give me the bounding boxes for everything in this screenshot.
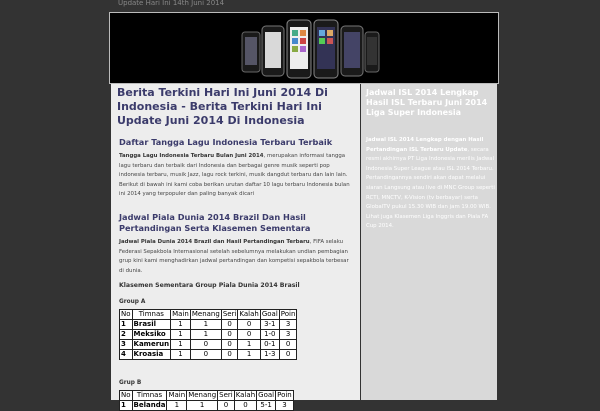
table-header-row <box>120 310 297 320</box>
table-header: Kalah <box>239 310 259 319</box>
table-header: Kalah <box>235 391 256 400</box>
table-cell: 0 <box>234 401 256 411</box>
table-cell: 0 <box>221 320 238 330</box>
table-cell: Kamerun <box>133 340 170 349</box>
section-heading-tangga-lagu[interactable]: Daftar Tangga Lagu Indonesia Terbaru Terbaik <box>119 137 333 147</box>
sidebar <box>361 84 497 400</box>
table-cell: Belanda <box>133 401 166 410</box>
table-cell: Brasil <box>132 320 171 330</box>
table-header: Menang <box>191 310 220 319</box>
sidebar-lead: Jadwal ISL 2014 Lengkap dengan Hasil Pertandingan ISL Terbaru Update <box>366 137 484 153</box>
table-header-row <box>120 391 294 401</box>
table-header: Goal <box>258 391 275 400</box>
table-cell: 3 <box>279 320 297 330</box>
table-cell: 3 <box>120 340 133 350</box>
table-header: Main <box>172 310 189 319</box>
table-cell: 1 <box>167 401 187 411</box>
section-lead: Tangga Lagu Indonesia Terbaru Bulan Juni 2014 <box>119 153 264 159</box>
table-cell: 0-1 <box>260 340 279 350</box>
table-row <box>120 350 297 360</box>
table-cell: 1 <box>238 350 260 360</box>
table-cell: 0 <box>238 330 260 340</box>
table-cell: 0 <box>218 401 235 411</box>
table-header: Timnas <box>132 391 167 401</box>
table-cell: 2 <box>120 330 133 340</box>
table-cell: 3 <box>276 401 294 411</box>
sidebar-text <box>366 136 495 232</box>
table-header: Seri <box>219 391 233 400</box>
table-cell: 1 <box>187 401 218 411</box>
table-cell: 0 <box>221 340 238 350</box>
table-cell: 1 <box>171 340 191 350</box>
table-cell: 1-0 <box>260 330 279 340</box>
table-header: Poin <box>280 310 296 319</box>
table-row <box>120 401 294 411</box>
table-header: Seri <box>222 310 237 319</box>
group-b-label: Grup B <box>119 380 142 387</box>
table-cell: 5-1 <box>257 401 276 411</box>
group-b-table <box>119 390 294 411</box>
table-header: No <box>121 391 131 400</box>
table-cell: 1 <box>238 340 260 350</box>
section-body: , FIFA selaku Federasi Sepakbola Internasional setelah sebelumnya melakukan undian pembagian grup kini kami menghadirkan jadwal pertandingan dan kompetisi sepakbola terbesar di dunia. <box>119 238 349 274</box>
header-banner <box>109 12 499 84</box>
top-update-text: Update Hari Ini 14th Juni 2014 <box>118 0 225 7</box>
group-a-label: Group A <box>119 299 146 306</box>
table-cell: 1-3 <box>260 350 279 360</box>
table-cell: 0 <box>279 350 297 360</box>
table-header: Timnas <box>132 310 171 320</box>
table-row <box>120 330 297 340</box>
table-cell: 0 <box>279 340 297 350</box>
page-title: Berita Terkini Hari Ini Juni 2014 Di Indonesia - Berita Terkini Hari Ini Update Juni 2014 Di Indonesia <box>117 86 328 127</box>
table-cell: 1 <box>190 330 221 340</box>
section-text-tangga-lagu <box>119 152 354 200</box>
table-header: Menang <box>188 391 217 400</box>
table-row <box>120 340 297 350</box>
standings-heading: Klasemen Sementara Group Piala Dunia 2014 Brasil <box>119 282 300 290</box>
table-cell: 3 <box>279 330 297 340</box>
table-row <box>120 320 297 330</box>
table-cell: 1 <box>171 330 191 340</box>
table-header: Goal <box>261 310 278 319</box>
table-cell: 0 <box>190 340 221 350</box>
table-cell: 1 <box>171 350 191 360</box>
table-cell: 3-1 <box>260 320 279 330</box>
section-body: , merupakan informasi tangga lagu terbaru dan terbaik dari Indonesia dan berbagai genre musik seperti pop indonesia terbaru, musik Jazz, lagu rock terkini, musik dangdut terbaru dan lain lain. Berikut di bawah ini kami coba berikan urutan daftar 10 lagu terbaru Indonesia bulan ini 2014 yang terpopuler dan paling banyak dicari <box>119 153 350 198</box>
smartphones-image <box>240 18 380 82</box>
table-cell: 1 <box>120 401 133 411</box>
table-cell: 4 <box>120 350 133 360</box>
main-content <box>111 84 360 410</box>
table-header: Main <box>168 391 186 400</box>
sidebar-body: , secara resmi akhirnya PT Liga Indonesia merilis Jadwal Indonesia Super League atau ISL 2014 Terbaru. Pertandingannya sendiri akan dapat melalui siaran Langsung atau live di MNC Group seperti RCTI, MNCTV, K-Vision (tv berbayar) serta GlobalTV pukul 15.30 WIB dan jam 19.00 WIB. Lihat juga Klasemen Liga Inggris dan Piala FA Cup 2014. <box>366 146 495 230</box>
section-text-piala-dunia <box>119 238 354 276</box>
table-cell: 1 <box>171 320 191 330</box>
table-cell: 0 <box>238 320 260 330</box>
table-cell: Meksiko <box>132 330 171 340</box>
section-lead: Jadwal Piala Dunia 2014 Brazil dan Hasil Pertandingan Terbaru <box>119 238 310 245</box>
section-heading-piala-dunia[interactable]: Jadwal Piala Dunia 2014 Brazil Dan Hasil Pertandingan Serta Klasemen Sementara <box>119 211 311 233</box>
table-cell: Kroasia <box>132 350 171 360</box>
table-cell: 1 <box>120 320 133 330</box>
group-a-table <box>119 309 297 360</box>
table-cell: 0 <box>190 350 221 360</box>
sidebar-title[interactable]: Jadwal ISL 2014 Lengkap Hasil ISL Terbaru Juni 2014 Liga Super Indonesia <box>366 88 488 117</box>
table-cell: 1 <box>190 320 221 330</box>
table-cell: 0 <box>221 350 238 360</box>
table-header: No <box>121 310 131 319</box>
table-cell: 0 <box>221 330 238 340</box>
table-header: Poin <box>277 391 292 400</box>
